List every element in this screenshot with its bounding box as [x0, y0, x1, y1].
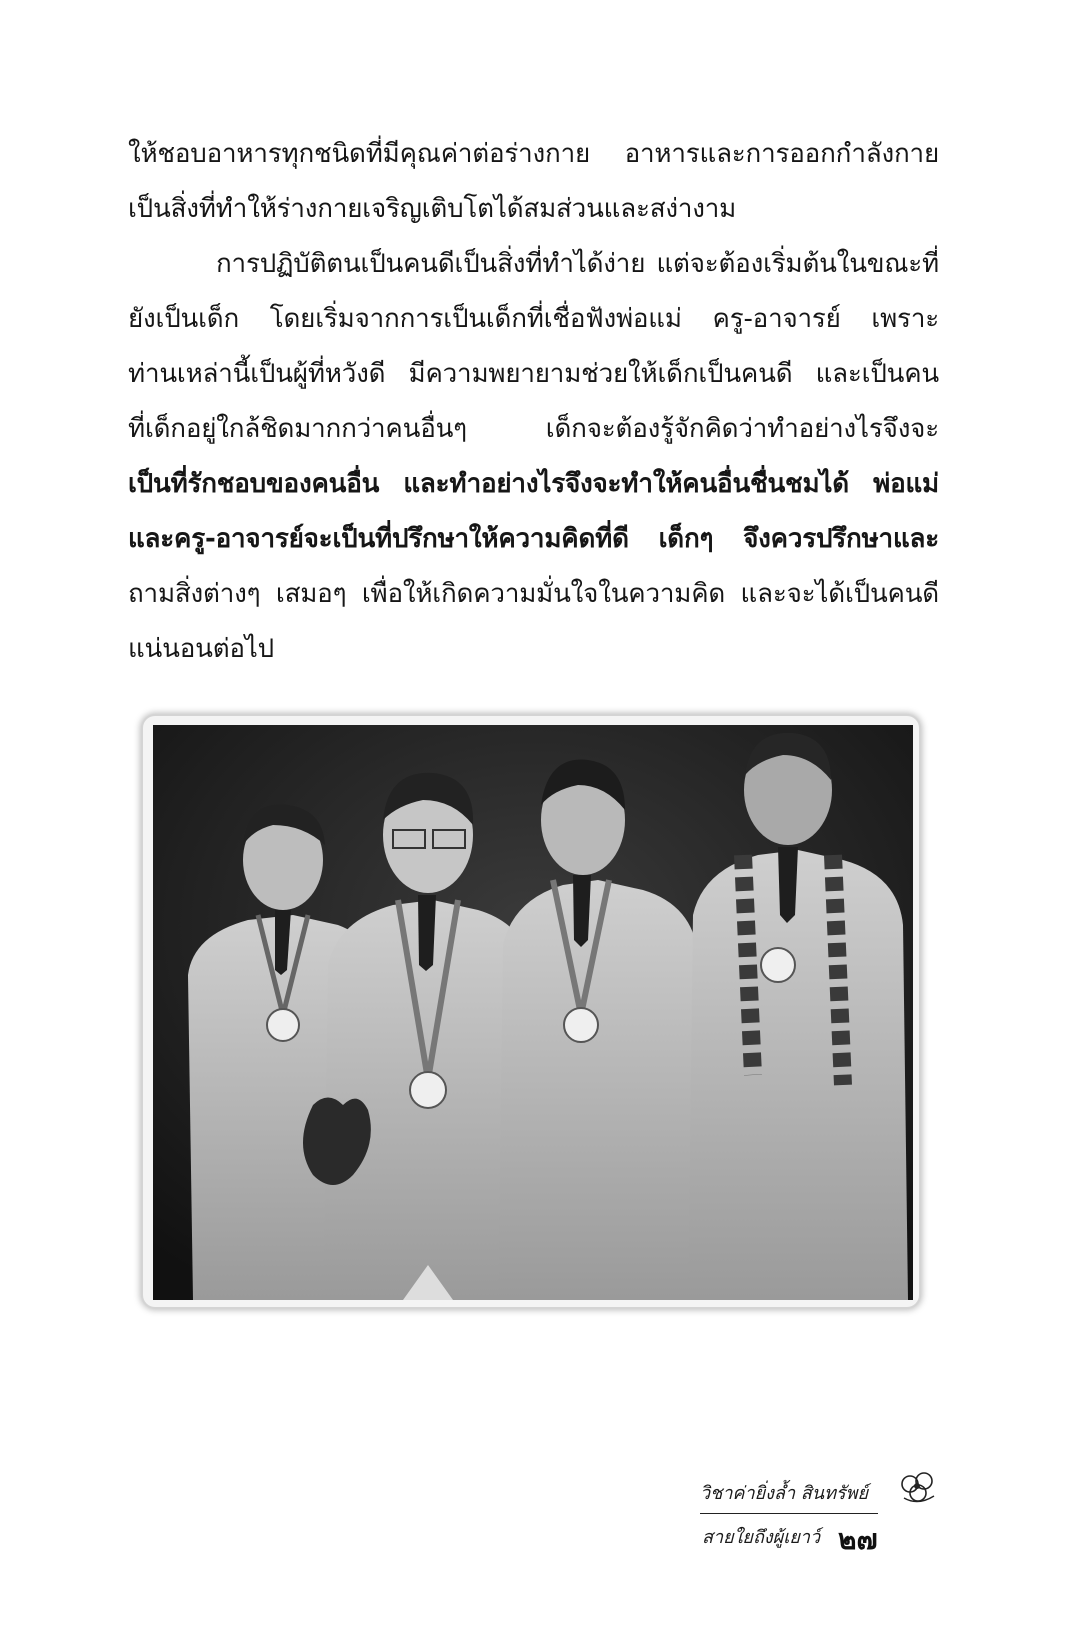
text-line: ยังเป็นเด็ก โดยเริ่มจากการเป็นเด็กที่เชื่อฟังพ่อแม่ ครู-อาจารย์ เพราะ [128, 304, 939, 334]
page-number: ๒๗ [838, 1523, 878, 1556]
page-footer [700, 1470, 940, 1566]
flower-logo-icon [898, 1470, 940, 1506]
footer-subtitle: สายใยถึงผู้เยาว์ [702, 1527, 821, 1548]
text-line: แน่นอนต่อไป [128, 634, 274, 664]
photo-icon [153, 725, 913, 1300]
text-line: ที่เด็กอยู่ใกล้ชิดมากกว่าคนอื่นๆ เด็กจะต้องรู้จักคิดว่าทำอย่างไรจึงจะ [128, 414, 939, 444]
text-line: เป็นที่รักชอบของคนอื่น และทำอย่างไรจึงจะทำให้คนอื่นชื่นชมได้ พ่อแม่ [128, 469, 939, 499]
text-line: เป็นสิ่งที่ทำให้ร่างกายเจริญเติบโตได้สมส่วนและสง่างาม [128, 194, 737, 224]
text-line: ให้ชอบอาหารทุกชนิดที่มีคุณค่าต่อร่างกาย อาหารและการออกกำลังกาย [128, 139, 939, 169]
body-text [128, 127, 939, 677]
text-line: และครู-อาจารย์จะเป็นที่ปรึกษาให้ความคิดที่ดี เด็กๆ จึงควรปรึกษาและ [128, 524, 939, 554]
text-line: ถามสิ่งต่างๆ เสมอๆ เพื่อให้เกิดความมั่นใจในความคิด และจะได้เป็นคนดี [128, 579, 939, 609]
footer-title: วิชาค่ายิ่งล้ำ สินทรัพย์ [700, 1483, 869, 1504]
text-line: ท่านเหล่านี้เป็นผู้ที่หวังดี มีความพยายามช่วยให้เด็กเป็นคนดี และเป็นคน [128, 359, 939, 389]
footer-rule [700, 1513, 878, 1514]
text-line: การปฏิบัติตนเป็นคนดีเป็นสิ่งที่ทำได้ง่าย แต่จะต้องเริ่มต้นในขณะที่ [216, 249, 939, 279]
group-photo [153, 725, 913, 1300]
